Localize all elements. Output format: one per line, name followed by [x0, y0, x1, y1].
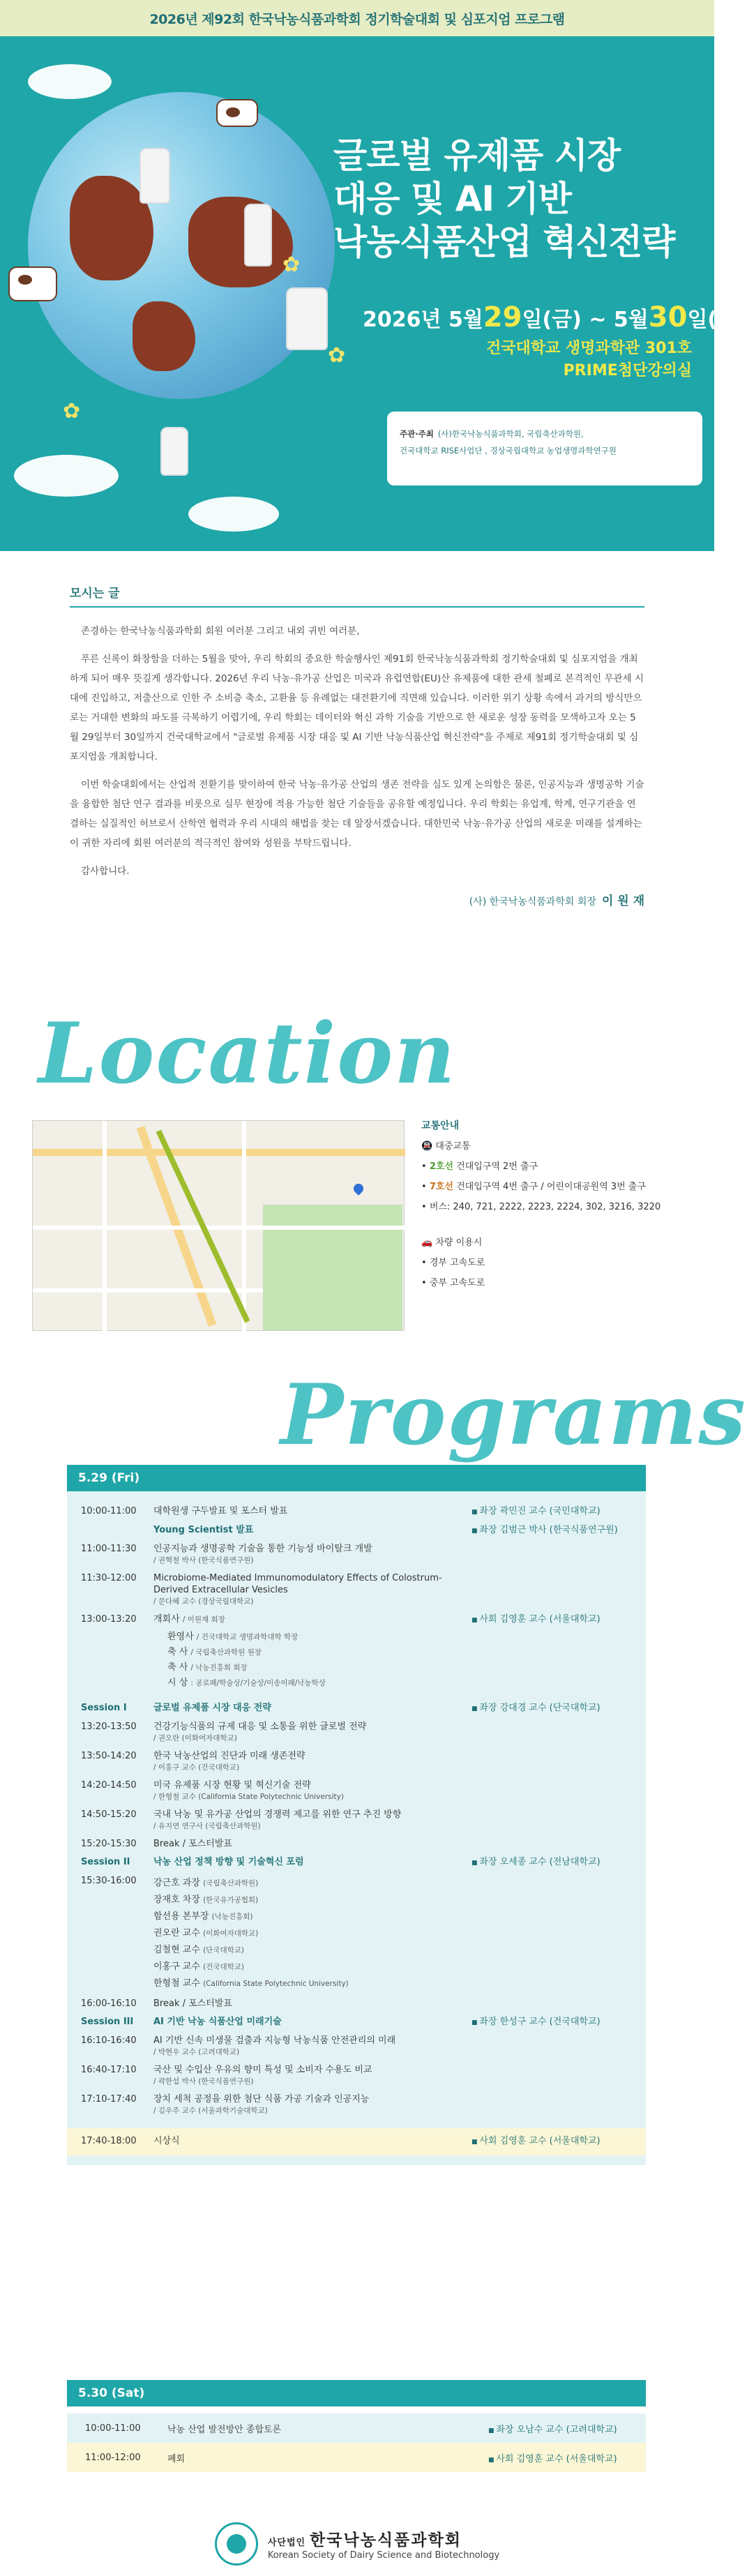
- organizer-box: [387, 412, 702, 485]
- row-chair: ■ 좌장 오남수 교수 (고려대학교): [488, 2422, 617, 2435]
- day2-bar: 5.30 (Sat): [67, 2380, 646, 2406]
- organizer-line: 건국대학교 RISE사업단 , 경상국립대학교 농업생명과학연구원: [400, 446, 617, 455]
- greeting-paragraph: 존경하는 한국낙농식품과학회 회원 여러분 그리고 내외 귀빈 여러분,: [81, 626, 360, 637]
- ceremony-item: [67, 1645, 646, 1660]
- hero-title-line: 낙농식품산업 혁신전략: [333, 222, 675, 262]
- row-time: 16:40-17:10: [81, 2065, 137, 2075]
- ceremony-who: : 공로패/학술상/기술상/이송이패/낙농학상: [190, 1679, 326, 1687]
- program-row: [67, 2413, 646, 2443]
- row-speaker: / 문다혜 교수 (경상국립대학교): [153, 1597, 254, 1606]
- ceremony-who: / 건국대학교 생명과학대학 학장: [196, 1633, 299, 1641]
- footer-org-name: 한국낙농식품과학회: [310, 2531, 462, 2549]
- date-weekday: 일(금): [522, 308, 582, 332]
- date-month: 5월: [448, 308, 483, 332]
- milk-carton-illustration: [286, 287, 328, 350]
- map-road: [242, 1121, 246, 1332]
- session-chair: ■ 좌장 오세종 교수 (전남대학교): [471, 1856, 646, 1869]
- row-title-text: 개회사: [153, 1614, 180, 1625]
- row-chair: ■ 좌장 곽민진 교수 (국민대학교): [471, 1505, 646, 1519]
- flower-icon: ✿: [282, 253, 301, 277]
- program-row: [67, 1718, 646, 1747]
- row-title-text: 미국 유제품 시장 현황 및 혁신기술 전략: [153, 1780, 311, 1791]
- greeting-paragraph: 이번 학술대회에서는 산업적 전환기를 맞이하여 한국 낙농·유가공 산업의 생존 전략을 심도 있게 논의함은 물론, 인공지능과 생명공학 기술을 융합한 첨단 연구 결과를 비롯으로 실무 현장에 적용 가능한 첨단 기술들을 공유할 예정입니다. 우리 학회는 유업계, 학계, 연구기관을 연결하는 실질적인 허브로서 산학연 협력과 우리 시대의 해법을 찾는 데 앞장서겠습니다. 대한민국 낙농·유가공 산업의 새로운 미래를 설계하는 이 귀한 자리에 회원 여러분의 적극적인 참여와 성원을 부탁드립니다.: [70, 779, 644, 849]
- row-speaker: / 곽한섭 박사 (한국식품연구원): [153, 2077, 254, 2086]
- speaker-name: 김철현 교수: [153, 1945, 200, 1955]
- panel-speaker: [153, 1975, 471, 1992]
- row-title: [153, 1809, 471, 1832]
- row-chair: ■ 사회 김영훈 교수 (서울대학교): [471, 2135, 646, 2148]
- speaker-aff: (이화여자대학교): [203, 1929, 259, 1938]
- cow-illustration: [216, 99, 258, 127]
- signature-name: 이 원 재: [601, 894, 644, 908]
- row-title-text: AI 기반 신속 미생물 검출과 지능형 낙농식품 안전관리의 미래: [153, 2035, 396, 2046]
- speaker-name: 이홍구 교수: [153, 1961, 200, 1972]
- milk-carton-illustration: [244, 204, 272, 266]
- row-time: 11:00-11:30: [81, 1544, 137, 1554]
- row-title: 폐회: [167, 2453, 186, 2464]
- row-title-text: 장치 세척 공정을 위한 첨단 식품 가공 기술과 인공지능: [153, 2094, 370, 2104]
- row-time: 11:30-12:00: [81, 1573, 137, 1583]
- traffic-info: 교통안내 🚇 대중교통 • 2호선 건대입구역 2번 출구 • 7호선 건대입구역 4번 출구 / 어린이대공원역 3번 출구 • 버스: 240, 721, 2222, 2223, 2224, 302, 3216, 3220 🚗 차량 이용시 • 경부 고속도로 • 중부 고속도로: [421, 1116, 686, 1293]
- panel-speaker: [153, 1892, 471, 1908]
- row-speaker: / 이원재 회장: [182, 1615, 225, 1624]
- panel-speakers: [153, 1875, 471, 1992]
- date-day: 29: [483, 301, 522, 333]
- day1-body: [67, 1491, 646, 2165]
- row-speaker: / 유지연 연구사 (국립축산과학원): [153, 1822, 261, 1830]
- program-row: [67, 2061, 646, 2091]
- day1-bar: 5.29 (Fri): [67, 1465, 646, 1491]
- session-chair: ■ 좌장 강대경 교수 (단국대학교): [471, 1702, 646, 1715]
- panel-speaker: [153, 1959, 471, 1975]
- date-day: 30: [648, 301, 688, 333]
- row-title-text: 국내 낙농 및 유가공 산업의 경쟁력 제고를 위한 연구 추진 방향: [153, 1809, 402, 1820]
- map-road: [33, 1149, 405, 1156]
- row-title: Break / 포스터발표: [153, 1839, 232, 1849]
- row-time: 13:20-13:50: [81, 1722, 137, 1732]
- row-time: 14:50-15:20: [81, 1809, 137, 1820]
- row-time: 14:20-14:50: [81, 1780, 137, 1791]
- line2-label: 2호선: [429, 1161, 453, 1172]
- row-title: [153, 2093, 471, 2117]
- subway-icon: 🚇: [421, 1141, 436, 1152]
- signature-org: (사) 한국낙농식품과학회 회장: [469, 896, 596, 907]
- program-row: [67, 1521, 646, 1540]
- map-road: [33, 1226, 405, 1230]
- row-time: 10:00-11:00: [85, 2423, 141, 2434]
- cow-illustration: [8, 266, 57, 301]
- row-title: [153, 2064, 471, 2088]
- row-time: 13:00-13:20: [81, 1614, 137, 1625]
- car-route: 중부 고속도로: [429, 1278, 485, 1288]
- milk-bottle-illustration: [160, 427, 188, 476]
- panel-speaker: [153, 1942, 471, 1959]
- location-title: Location: [38, 1004, 457, 1103]
- flower-icon: ✿: [328, 343, 346, 368]
- session-title: AI 기반 낙농 식품산업 미래기술: [153, 2017, 282, 2027]
- program-row: [67, 1872, 646, 1995]
- row-time: 17:40-18:00: [81, 2136, 137, 2146]
- program-row: [67, 1502, 646, 1521]
- milk-splash-image: [188, 497, 279, 532]
- row-time: 16:10-16:40: [81, 2035, 137, 2046]
- park-area: [263, 1205, 402, 1330]
- row-speaker: / 이홍구 교수 (건국대학교): [153, 1763, 240, 1772]
- row-title: [153, 1721, 471, 1745]
- greeting-paragraph: 푸른 신록이 화창함을 더하는 5월을 맞아, 우리 학회의 중요한 학술행사인 제91회 한국낙농식품과학회 정기학술대회 및 심포지엄을 개최하게 되어 매우 뜻깊게 생각합니다. 2026년 우리 낙농·유가공 산업은 미국과 유럽연합(EU)산 유제품에 대한 관세 철폐로 본격적인 무관세 시대에 진입하고, 저출산으로 인한 주 소비층 축소, 고환율 등 유례없는 대전환기에 직면해 있습니다. 이러한 위기 상황 속에서 과거의 방식만으로는 거대한 변화의 파도를 극복하기 어렵기에, 우리 학회는 데이터와 혁신 과학 기술을 기반으로 한 새로운 성장 동력을 모색하고자 오는 5월 29일부터 30일까지 건국대학교에서 "글로벌 유제품 시장 대응 및 AI 기반 낙농식품산업 혁신전략"을 주제로 제91회 정기학술대회 및 심포지엄을 개최합니다.: [70, 654, 644, 762]
- row-title: 시상식: [153, 2136, 180, 2146]
- break-row: [67, 1835, 646, 1853]
- date-separator: ~: [589, 308, 607, 332]
- session-label: Session II: [81, 1857, 130, 1867]
- row-title: Young Scientist 발표: [153, 1525, 254, 1535]
- venue-line: PRIME첨단강의실: [563, 362, 692, 379]
- speaker-aff: (단국대학교): [203, 1946, 244, 1954]
- line7-label: 7호선: [429, 1182, 453, 1192]
- hero-title-line: 글로벌 유제품 시장: [333, 135, 621, 176]
- footer: [0, 2511, 714, 2576]
- speaker-aff: (국립축산과학원): [203, 1879, 259, 1888]
- speaker-name: 한형철 교수: [153, 1978, 200, 1989]
- car-icon: 🚗: [421, 1237, 436, 1248]
- row-time: 10:00-11:00: [81, 1506, 137, 1516]
- row-title-text: 한국 낙농산업의 진단과 미래 생존전략: [153, 1751, 305, 1761]
- footer-text: [268, 2527, 499, 2561]
- ceremony-item: [67, 1675, 646, 1691]
- milk-bottle-illustration: [139, 148, 170, 204]
- greeting-section: [0, 583, 714, 908]
- session-chair: ■ 좌장 한성구 교수 (건국대학교): [471, 2016, 646, 2029]
- row-speaker: / 박현우 교수 (고려대학교): [153, 2048, 240, 2056]
- speaker-aff: (California State Polytechnic University): [203, 1980, 349, 1988]
- row-speaker: / 권혁철 박사 (한국식품연구원): [153, 1556, 254, 1565]
- row-title: [153, 1543, 471, 1567]
- ceremony-label: 시 상: [167, 1678, 188, 1688]
- location-map[interactable]: [32, 1120, 405, 1331]
- transit-label: 대중교통: [435, 1141, 471, 1152]
- footer-english-name: Korean Society of Dairy Science and Biotechnology: [267, 2549, 500, 2561]
- row-title: [153, 2035, 471, 2058]
- row-time: 15:30-16:00: [81, 1876, 137, 1886]
- traffic-heading: 교통안내: [421, 1120, 460, 1131]
- top-banner: [0, 0, 714, 36]
- row-chair: ■ 좌장 김범근 박사 (한국식품연구원): [471, 1524, 646, 1537]
- closing-row: [67, 2128, 646, 2155]
- top-banner-text: 2026년 제92회 한국낙농식품과학회 정기학술대회 및 심포지엄 프로그램: [149, 11, 565, 27]
- society-logo-icon: [215, 2522, 258, 2566]
- break-row: [67, 1995, 646, 2013]
- globe-illustration: [28, 92, 335, 399]
- session-header: [67, 1853, 646, 1872]
- row-title: 낙농 산업 발전방안 종합토론: [167, 2424, 282, 2435]
- row-time: 17:10-17:40: [81, 2094, 137, 2104]
- hero-title: [333, 134, 710, 264]
- row-title: [153, 1779, 471, 1803]
- speaker-name: 함선용 본부장: [153, 1911, 209, 1922]
- row-time: 11:00-12:00: [85, 2452, 141, 2463]
- organizer-label: 주관·주최: [400, 429, 434, 439]
- row-time: 16:00-16:10: [81, 1998, 137, 2009]
- row-title-text: 건강기능식품의 규제 대응 및 소통을 위한 글로벌 전략: [153, 1722, 367, 1732]
- ceremony-who: / 국립축산과학원 원장: [190, 1648, 262, 1657]
- row-chair: ■ 사회 김영훈 교수 (서울대학교): [488, 2451, 617, 2464]
- milk-splash-image: [28, 64, 112, 99]
- ceremony-item: [67, 1660, 646, 1675]
- ceremony-who: / 낙농진흥회 회장: [190, 1664, 248, 1672]
- day2-program: [67, 2380, 646, 2472]
- panel-speaker: [153, 1908, 471, 1925]
- session-header: [67, 2013, 646, 2032]
- car-route: 경부 고속도로: [429, 1258, 485, 1268]
- date-year: 2026년: [363, 308, 442, 332]
- row-title-text: Microbiome-Mediated Immunomodulatory Effects of Colostrum-Derived Extracellular Vesicles: [153, 1573, 442, 1595]
- hero-title-line: 대응 및 AI 기반: [333, 179, 572, 219]
- row-time: 15:20-15:30: [81, 1839, 137, 1849]
- row-speaker: / 김우주 교수 (서울과학기술대학교): [153, 2107, 268, 2115]
- program-row: [67, 2032, 646, 2061]
- panel-speaker: [153, 1925, 471, 1942]
- speaker-aff: (낙농진흥회): [211, 1913, 253, 1921]
- program-row: [67, 2091, 646, 2120]
- greeting-paragraph: 감사합니다.: [81, 866, 130, 877]
- row-title-text: 인공지능과 생명공학 기술을 통한 기능성 바이탈크 개발: [153, 1544, 372, 1554]
- ceremony-label: 축 사: [167, 1647, 188, 1657]
- session-label: Session III: [81, 2017, 134, 2027]
- line2-desc: 건대입구역 2번 출구: [456, 1161, 538, 1172]
- row-title: [153, 1750, 471, 1774]
- program-row: [67, 1777, 646, 1806]
- speaker-name: 강근호 과장: [153, 1878, 200, 1888]
- organizer-line: (사)한국낙농식품과학회, 국립축산과학원,: [437, 429, 584, 439]
- row-speaker: / 한형철 교수 (California State Polytechnic University): [153, 1793, 344, 1801]
- milk-splash-image: [14, 455, 119, 497]
- location-pin-icon: [352, 1182, 365, 1196]
- row-title: 대학원생 구두발표 및 포스터 발표: [153, 1506, 288, 1516]
- signature: [70, 891, 644, 908]
- continent-shape: [133, 301, 195, 371]
- bus-info: 버스: 240, 721, 2222, 2223, 2224, 302, 3216, 3220: [429, 1202, 661, 1212]
- day1-program: [67, 1465, 646, 2165]
- car-label: 차량 이용시: [435, 1237, 483, 1248]
- program-row: [67, 1569, 646, 1611]
- panel-speaker: [153, 1875, 471, 1892]
- event-venue: [486, 338, 692, 382]
- date-month: 5월: [613, 308, 649, 332]
- row-speaker: / 권오란 (이화여자대학교): [153, 1734, 237, 1742]
- speaker-name: 권오란 교수: [153, 1928, 200, 1938]
- date-weekday: 일(토): [687, 308, 747, 332]
- venue-line: 건국대학교 생명과학관 301호: [485, 340, 692, 357]
- session-title: 낙농 산업 정책 방향 및 기술혁신 포럼: [153, 1857, 304, 1867]
- event-date: [363, 301, 747, 333]
- row-title: [153, 1613, 471, 1627]
- greeting-heading: 모시는 글: [70, 583, 644, 608]
- footer-prefix: 사단법인: [267, 2537, 306, 2548]
- row-time: 13:50-14:20: [81, 1751, 137, 1761]
- session-title: 글로벌 유제품 시장 대응 전략: [153, 1703, 271, 1713]
- row-title-text: 국산 및 수입산 우유의 향미 특성 및 소비자 수용도 비교: [153, 2065, 372, 2075]
- ceremony-label: 축 사: [167, 1662, 188, 1673]
- program-row: [67, 1747, 646, 1777]
- ceremony-item: [67, 1629, 646, 1645]
- flower-icon: ✿: [63, 399, 81, 423]
- program-row: [67, 2443, 646, 2472]
- line7-desc: 건대입구역 4번 출구 / 어린이대공원역 3번 출구: [456, 1182, 646, 1192]
- speaker-aff: (건국대학교): [203, 1963, 244, 1971]
- continent-shape: [188, 197, 293, 287]
- row-title: [153, 1572, 471, 1608]
- program-row: [67, 1540, 646, 1569]
- ceremony-label: 환영사: [167, 1632, 194, 1642]
- speaker-name: 장재호 차장: [153, 1895, 200, 1905]
- session-header: [67, 1699, 646, 1718]
- session-label: Session I: [81, 1703, 127, 1713]
- row-time: [67, 1524, 153, 1537]
- program-row: [67, 1806, 646, 1835]
- hero: [0, 36, 747, 551]
- map-road: [33, 1288, 263, 1293]
- map-road: [103, 1121, 107, 1332]
- row-chair: ■ 사회 김영훈 교수 (서울대학교): [471, 1613, 646, 1627]
- speaker-aff: (한국유가공협회): [203, 1896, 259, 1904]
- row-title: Break / 포스터발표: [153, 1998, 232, 2009]
- program-row: [67, 1611, 646, 1629]
- programs-title: Programs: [280, 1366, 747, 1464]
